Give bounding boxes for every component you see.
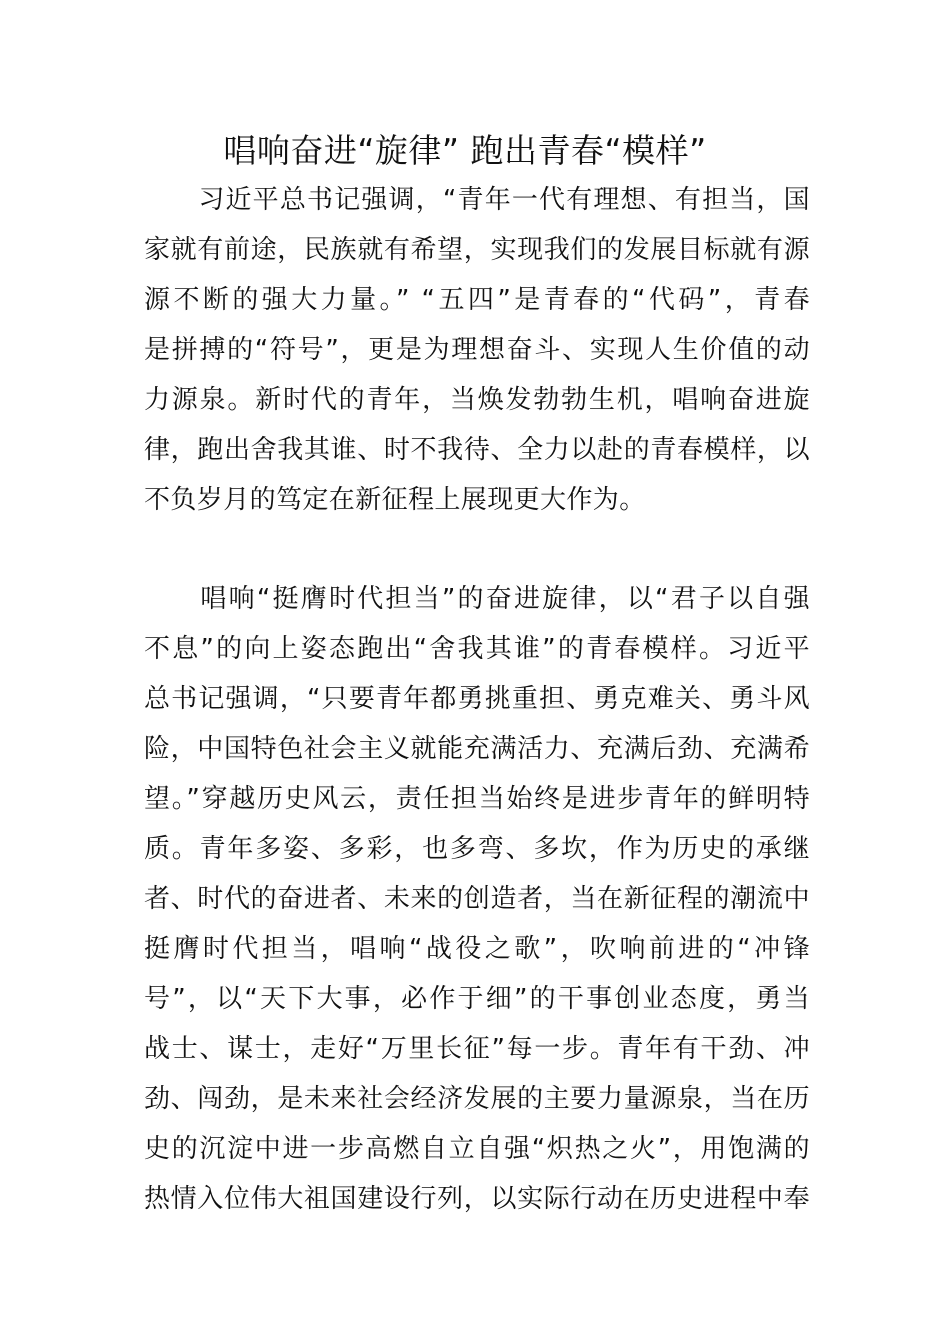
paragraph-line: 不负岁月的笃定在新征程上展现更大作为。 [144, 485, 646, 515]
paragraph-line: 史的沉淀中进一步高燃自立自强“炽热之火”，用饱满的 [144, 1134, 810, 1164]
paragraph-line: 望。”穿越历史风云，责任担当始终是进步青年的鲜明特 [144, 784, 810, 814]
paragraph-line: 挺膺时代担当，唱响“战役之歌”，吹响前进的“冲锋 [144, 934, 810, 964]
paragraph-line: 源不断的强大力量。” “五四”是青春的“代码”，青春 [144, 285, 810, 315]
paragraph-line: 力源泉。新时代的青年，当焕发勃勃生机，唱响奋进旋 [144, 385, 810, 415]
document-title: 唱响奋进“旋律” 跑出青春“模样” [223, 131, 707, 170]
paragraph-line: 不息”的向上姿态跑出“舍我其谁”的青春模样。习近平 [144, 634, 810, 664]
paragraph-1 [144, 175, 810, 525]
paragraph-line: 质。青年多姿、多彩，也多弯、多坎，作为历史的承继 [144, 834, 810, 864]
paragraph-line: 战士、谋士，走好“万里长征”每一步。青年有干劲、冲 [144, 1034, 810, 1064]
paragraph-line: 者、时代的奋进者、未来的创造者，当在新征程的潮流中 [144, 884, 810, 914]
paragraph-2 [144, 574, 810, 1224]
paragraph-line: 总书记强调，“只要青年都勇挑重担、勇克难关、勇斗风 [144, 684, 810, 714]
paragraph-line: 律，跑出舍我其谁、时不我待、全力以赴的青春模样，以 [144, 435, 810, 465]
paragraph-line: 习近平总书记强调，“青年一代有理想、有担当，国 [144, 185, 810, 215]
paragraph-line: 家就有前途，民族就有希望，实现我们的发展目标就有源 [144, 235, 810, 265]
paragraph-line: 是拼搏的“符号”，更是为理想奋斗、实现人生价值的动 [144, 335, 810, 365]
paragraph-line: 热情入位伟大祖国建设行列，以实际行动在历史进程中奉 [144, 1184, 810, 1214]
paragraph-line: 劲、闯劲，是未来社会经济发展的主要力量源泉，当在历 [144, 1084, 810, 1114]
paragraph-line: 险，中国特色社会主义就能充满活力、充满后劲、充满希 [144, 734, 810, 764]
paragraph-line: 唱响“挺膺时代担当”的奋进旋律，以“君子以自强 [144, 584, 810, 614]
paragraph-line: 号”，以“天下大事，必作于细”的干事创业态度，勇当 [144, 984, 810, 1014]
